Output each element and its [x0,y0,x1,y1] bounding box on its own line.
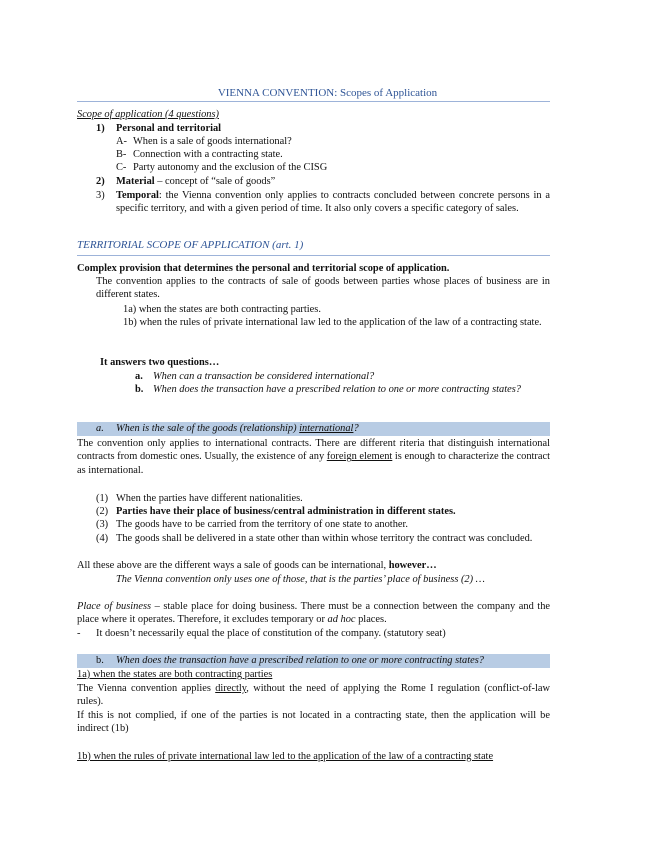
section-a-heading-text: When is the sale of the goods (relationship) [116,423,300,434]
scope-item-2 [116,175,275,188]
section-b-letter: b. [96,655,104,666]
however-bold: however… [388,560,437,571]
section-a-heading-end: ? [353,423,359,434]
criteria-2-num: (2) [96,506,109,517]
criteria-2: Parties have their place of business/central administration in different states. [116,506,456,517]
scope-subitem-a: When is a sale of goods international? [133,136,292,147]
scope-subitem-c: Party autonomy and the exclusion of the CISG [133,162,328,173]
section-a-paragraph-text: The convention only applies to international contracts. There are different riteria that distinguish international contracts from domestic ones. Usually, the existence of any [77,438,550,463]
territorial-paragraph: The convention applies to the contracts of sale of goods between parties whose places of business are in different states. [96,276,550,301]
question-b-letter: b. [135,384,144,395]
place-of-business-definition [77,600,550,627]
section-b-1b: 1b) when the rules of private international law led to the application of the law of a contracting state [77,751,494,762]
section-b-p1-text: The Vienna convention applies [77,683,216,694]
page-title: VIENNA CONVENTION: Scopes of Application [217,87,438,99]
question-a-letter: a. [135,371,143,382]
section-b-heading: When does the transaction have a prescribed relation to one or more contracting states? [116,655,484,666]
directly-term: directly [215,683,247,694]
criteria-4-num: (4) [96,533,109,544]
statutory-seat-note: It doesn’t necessarily equal the place of constitution of the company. (statutory seat) [96,628,446,639]
criteria-3-num: (3) [96,519,109,530]
place-of-business-text: – stable place for doing business. There must be a connection between the company and the place where it operates. Therefore, it excludes temporary or [77,601,550,626]
section-b-1a: 1a) when the states are both contracting parties [77,669,273,680]
scope-subitem-b: Connection with a contracting state. [133,149,283,160]
criteria-1-num: (1) [96,493,109,504]
territorial-1b: 1b) when the rules of private international law led to the application of the law of a contracting state. [123,317,542,328]
territorial-rule [77,255,550,256]
scope-item-2-num: 2) [96,176,105,187]
section-b-paragraph-1 [77,682,550,709]
foreign-element-term: foreign element [326,451,393,463]
two-questions-intro: It answers two questions… [100,357,220,368]
all-these-line [77,559,437,572]
scope-item-1-label: Personal and territorial [116,123,222,134]
place-of-business-end: places. [355,614,387,626]
vienna-note: The Vienna convention only uses one of those, that is the parties’ place of business (2) … [116,574,485,585]
section-a-paragraph-end: is enough to characterize the contract as international. [77,451,550,476]
scope-item-3 [116,189,550,216]
section-b-paragraph-2: If this is not complied, if one of the parties is not located in a contracting state, then the application will be indirect (1b) [77,710,550,735]
scope-item-2-label: Material [116,176,155,187]
scope-subitem-a-letter: A- [116,136,127,147]
scope-item-2-rest: – concept of “sale of goods” [154,176,276,187]
title-rule [77,101,550,102]
scope-heading: Scope of application (4 questions) [77,109,219,120]
criteria-3: The goods have to be carried from the territory of one state to another. [116,519,408,530]
territorial-bold-line: Complex provision that determines the personal and territorial scope of application. [77,263,450,274]
territorial-1a: 1a) when the states are both contracting parties. [123,304,321,315]
section-a-paragraph [77,437,550,477]
place-of-business-term: Place of business [77,601,152,612]
territorial-heading: TERRITORIAL SCOPE OF APPLICATION (art. 1) [77,239,304,251]
section-b-p1-end: , without the need of applying the Rome I regulation (conflict-of-law rules). [77,683,550,708]
scope-item-1-num: 1) [96,123,105,134]
criteria-4: The goods shall be delivered in a state other than within whose territory the contract was concluded. [116,533,533,544]
ad-hoc-term: ad hoc [327,614,356,626]
section-a-letter: a. [96,423,104,434]
section-a-heading-underlined: international [299,423,354,434]
question-b: When does the transaction have a prescribed relation to one or more contracting states? [153,384,521,395]
all-these-text: All these above are the different ways a sale of goods can be international, [77,560,389,571]
scope-subitem-c-letter: C- [116,162,127,173]
scope-item-3-num: 3) [96,190,105,201]
scope-item-3-label: Temporal [116,190,159,201]
scope-subitem-b-letter: B- [116,149,127,160]
question-a: When can a transaction be considered international? [153,371,375,382]
statutory-dash: - [77,628,81,639]
scope-item-3-rest: : the Vienna convention only applies to contracts concluded between concrete persons in a specific territory, and with a given period of time. It also only covers a specific category of sales. [116,190,550,215]
criteria-1: When the parties have different nationalities. [116,493,303,504]
section-a-heading [116,422,359,435]
